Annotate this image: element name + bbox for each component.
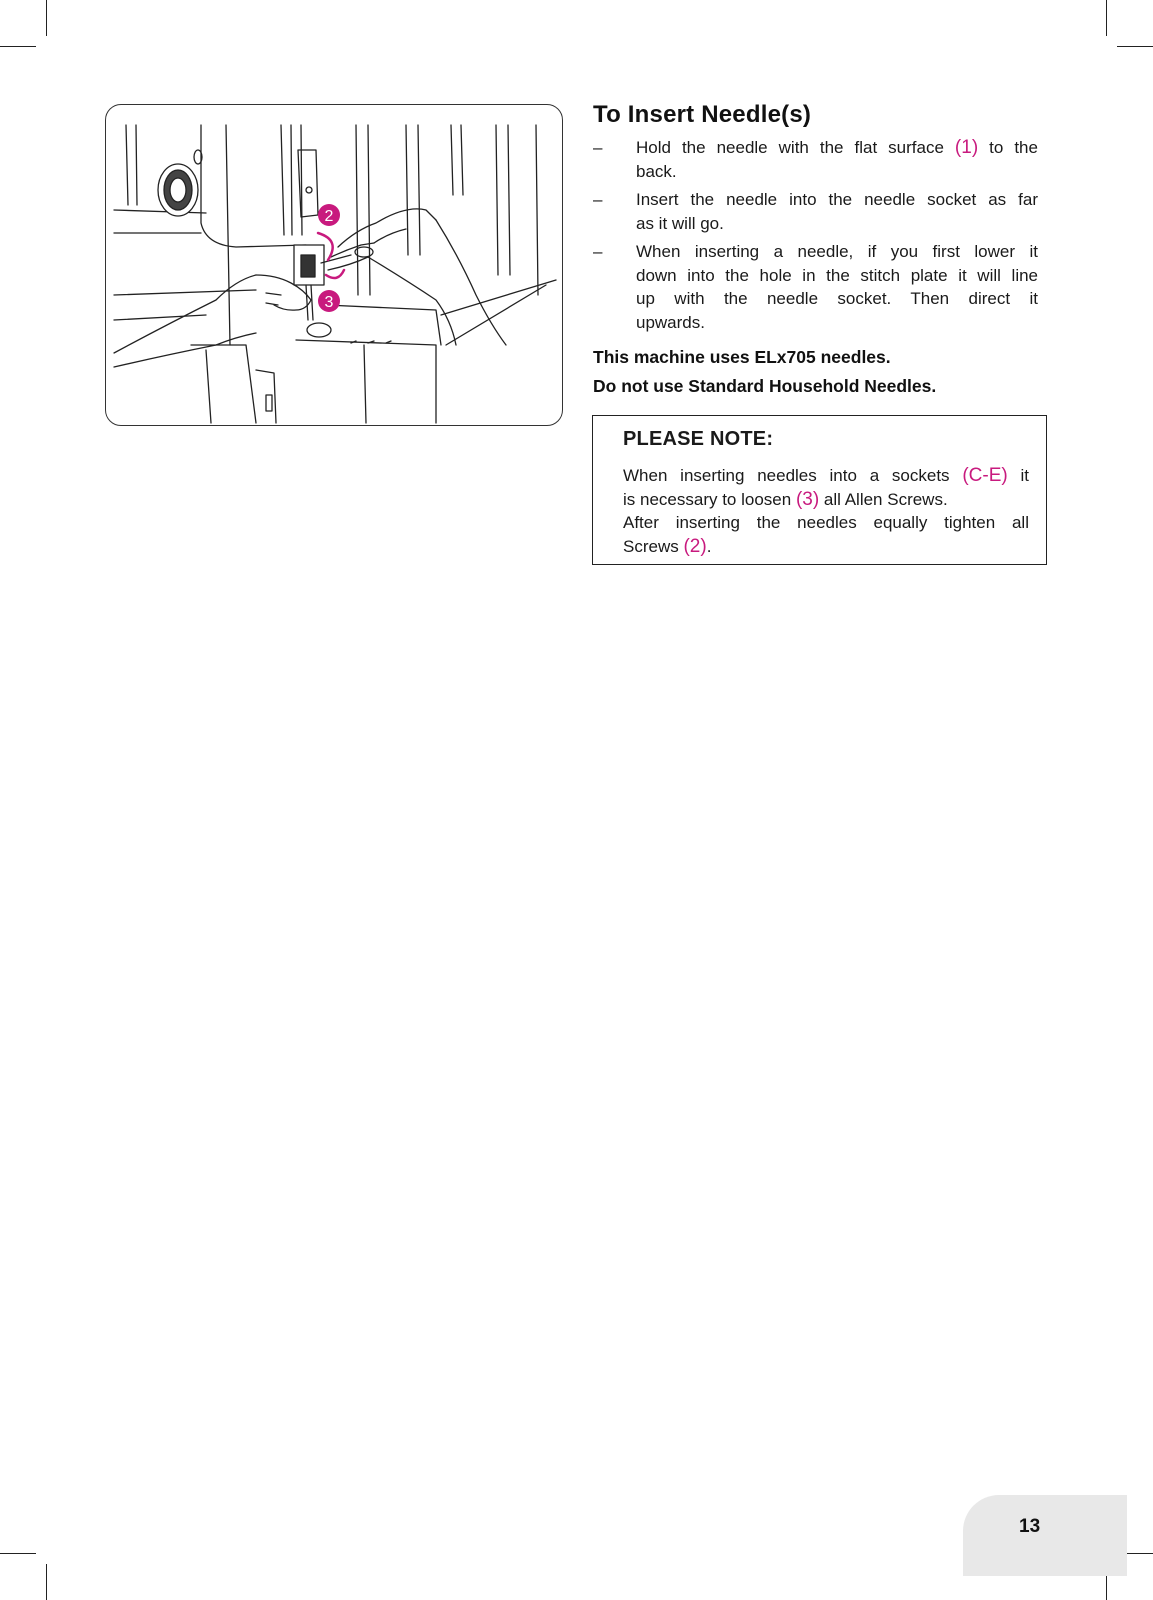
reference-number: (2) xyxy=(683,535,707,557)
crop-mark xyxy=(1117,46,1153,47)
crop-mark xyxy=(0,1553,36,1554)
callout-3: 3 xyxy=(324,294,334,311)
callout-2: 2 xyxy=(324,208,334,225)
instruction-steps xyxy=(593,136,1038,339)
needle-warning: Do not use Standard Household Needles. xyxy=(593,376,937,396)
note-line: After inserting the needles equally tighten all xyxy=(623,513,1029,532)
step-line: Hold the needle with the flat surface (1) to the xyxy=(636,137,1038,158)
step-item xyxy=(593,136,1038,183)
step-line: Insert the needle into the needle socket as far xyxy=(636,190,1038,209)
crop-mark xyxy=(46,0,47,36)
note-line: Screws (2). xyxy=(623,535,712,557)
step-line: as it will go. xyxy=(636,213,724,233)
step-item xyxy=(593,188,1038,235)
note-line: When inserting needles into a sockets (C-E) it xyxy=(623,465,1030,486)
note-line: is necessary to loosen (3) all Allen Screws. xyxy=(623,488,948,510)
step-dash: – xyxy=(593,242,603,261)
crop-mark xyxy=(1106,0,1107,36)
step-dash: – xyxy=(593,190,603,209)
needle-insertion-illustration xyxy=(105,104,563,426)
page-number-tab xyxy=(963,1495,1127,1576)
reference-number: (C-E) xyxy=(962,465,1008,486)
needle-type-statement: This machine uses ELx705 needles. xyxy=(593,347,891,367)
step-line: down into the hole in the stitch plate it will line xyxy=(636,265,1038,285)
step-item xyxy=(593,240,1038,334)
crop-mark xyxy=(46,1564,47,1600)
reference-number: (3) xyxy=(795,488,820,510)
note-box xyxy=(592,415,1047,565)
page-number: 13 xyxy=(1019,1516,1041,1537)
note-title: PLEASE NOTE: xyxy=(623,428,774,450)
step-line: When inserting a needle, if you first lower it xyxy=(636,242,1038,261)
step-line: upwards. xyxy=(636,312,705,332)
step-line: up with the needle socket. Then direct it xyxy=(636,289,1038,308)
section-heading: To Insert Needle(s) xyxy=(593,101,812,128)
step-line: back. xyxy=(636,161,677,181)
step-dash: – xyxy=(593,138,603,157)
reference-number: (1) xyxy=(954,137,979,158)
note-body xyxy=(623,464,1029,558)
crop-mark xyxy=(0,46,36,47)
